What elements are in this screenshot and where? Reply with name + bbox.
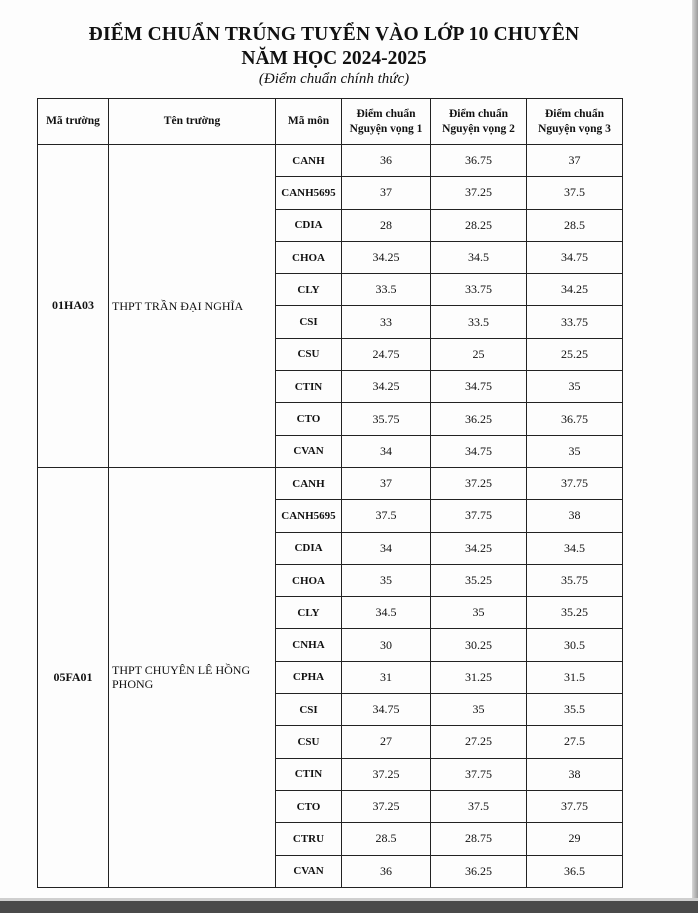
score-nv2: 33.75 xyxy=(431,274,527,306)
subject-code: CHOA xyxy=(276,241,342,273)
background-strip xyxy=(0,901,698,913)
document-school-year: NĂM HỌC 2024-2025 xyxy=(241,48,427,69)
score-nv1: 34.25 xyxy=(342,371,431,403)
score-nv2: 28.25 xyxy=(431,209,527,241)
score-nv1: 34 xyxy=(342,435,431,467)
score-nv3: 37 xyxy=(527,145,623,177)
subject-code: CSU xyxy=(276,726,342,758)
score-nv2: 25 xyxy=(431,338,527,370)
subject-code: CANH5695 xyxy=(276,177,342,209)
score-nv2: 27.25 xyxy=(431,726,527,758)
subject-code: CTRU xyxy=(276,823,342,855)
score-nv1: 34.75 xyxy=(342,694,431,726)
subject-code: CTO xyxy=(276,403,342,435)
school-name: THPT CHUYÊN LÊ HỒNG PHONG xyxy=(109,467,276,887)
subject-code: CLY xyxy=(276,274,342,306)
subject-code: CSI xyxy=(276,306,342,338)
table-body xyxy=(38,145,623,888)
score-nv3: 36.5 xyxy=(527,855,623,887)
score-nv2: 36.75 xyxy=(431,145,527,177)
score-nv3: 38 xyxy=(527,500,623,532)
score-nv2: 28.75 xyxy=(431,823,527,855)
header-nv3: Điểm chuẩn Nguyện vọng 3 xyxy=(527,99,623,145)
score-nv2: 36.25 xyxy=(431,855,527,887)
score-nv1: 36 xyxy=(342,145,431,177)
score-nv2: 35 xyxy=(431,694,527,726)
document-title: ĐIỂM CHUẨN TRÚNG TUYỂN VÀO LỚP 10 CHUYÊN xyxy=(88,24,580,45)
score-nv2: 35 xyxy=(431,597,527,629)
score-nv3: 34.25 xyxy=(527,274,623,306)
score-nv3: 38 xyxy=(527,758,623,790)
score-nv3: 37.75 xyxy=(527,467,623,499)
score-nv1: 34 xyxy=(342,532,431,564)
score-nv3: 31.5 xyxy=(527,661,623,693)
score-nv3: 37.75 xyxy=(527,790,623,822)
school-code: 01HA03 xyxy=(38,145,109,468)
score-nv1: 35.75 xyxy=(342,403,431,435)
subject-code: CVAN xyxy=(276,855,342,887)
score-nv3: 36.75 xyxy=(527,403,623,435)
subject-code: CSU xyxy=(276,338,342,370)
page-edge-shadow xyxy=(692,0,698,913)
subject-code: CDIA xyxy=(276,209,342,241)
score-nv2: 35.25 xyxy=(431,564,527,596)
header-subject-code: Mã môn xyxy=(276,99,342,145)
score-nv3: 35 xyxy=(527,435,623,467)
score-nv1: 28 xyxy=(342,209,431,241)
score-nv3: 35.25 xyxy=(527,597,623,629)
score-nv3: 34.5 xyxy=(527,532,623,564)
score-nv2: 30.25 xyxy=(431,629,527,661)
score-nv2: 34.25 xyxy=(431,532,527,564)
score-nv3: 35.5 xyxy=(527,694,623,726)
subject-code: CHOA xyxy=(276,564,342,596)
score-nv1: 33.5 xyxy=(342,274,431,306)
score-nv3: 25.25 xyxy=(527,338,623,370)
subject-code: CDIA xyxy=(276,532,342,564)
subject-code: CTO xyxy=(276,790,342,822)
score-nv1: 37.25 xyxy=(342,758,431,790)
subject-code: CANH xyxy=(276,145,342,177)
header-school-code: Mã trường xyxy=(38,99,109,145)
score-nv1: 33 xyxy=(342,306,431,338)
subject-code: CNHA xyxy=(276,629,342,661)
subject-code: CVAN xyxy=(276,435,342,467)
subject-code: CLY xyxy=(276,597,342,629)
subject-code: CPHA xyxy=(276,661,342,693)
score-nv1: 27 xyxy=(342,726,431,758)
score-nv2: 34.75 xyxy=(431,435,527,467)
subject-code: CTIN xyxy=(276,758,342,790)
score-nv3: 29 xyxy=(527,823,623,855)
score-nv1: 37.5 xyxy=(342,500,431,532)
score-nv1: 31 xyxy=(342,661,431,693)
score-nv2: 37.75 xyxy=(431,758,527,790)
subject-code: CSI xyxy=(276,694,342,726)
score-nv3: 28.5 xyxy=(527,209,623,241)
score-nv1: 34.25 xyxy=(342,241,431,273)
cutoff-score-table xyxy=(37,98,623,888)
header-nv2: Điểm chuẩn Nguyện vọng 2 xyxy=(431,99,527,145)
score-nv3: 27.5 xyxy=(527,726,623,758)
school-code: 05FA01 xyxy=(38,467,109,887)
score-nv1: 35 xyxy=(342,564,431,596)
score-nv2: 37.25 xyxy=(431,177,527,209)
score-nv1: 30 xyxy=(342,629,431,661)
score-nv1: 34.5 xyxy=(342,597,431,629)
score-nv1: 24.75 xyxy=(342,338,431,370)
score-nv1: 37 xyxy=(342,177,431,209)
score-nv2: 31.25 xyxy=(431,661,527,693)
score-nv3: 35 xyxy=(527,371,623,403)
subject-code: CTIN xyxy=(276,371,342,403)
table-row xyxy=(38,467,623,499)
score-nv3: 35.75 xyxy=(527,564,623,596)
score-nv2: 37.75 xyxy=(431,500,527,532)
score-nv3: 34.75 xyxy=(527,241,623,273)
score-nv1: 36 xyxy=(342,855,431,887)
subject-code: CANH xyxy=(276,467,342,499)
score-nv2: 36.25 xyxy=(431,403,527,435)
score-nv3: 33.75 xyxy=(527,306,623,338)
score-nv1: 37.25 xyxy=(342,790,431,822)
score-nv2: 37.5 xyxy=(431,790,527,822)
table-header-row xyxy=(38,99,623,145)
score-nv3: 37.5 xyxy=(527,177,623,209)
school-name: THPT TRẦN ĐẠI NGHĨA xyxy=(109,145,276,468)
score-nv2: 34.5 xyxy=(431,241,527,273)
score-nv2: 34.75 xyxy=(431,371,527,403)
subject-code: CANH5695 xyxy=(276,500,342,532)
score-nv1: 28.5 xyxy=(342,823,431,855)
score-nv2: 33.5 xyxy=(431,306,527,338)
document-subtitle: (Điểm chuẩn chính thức) xyxy=(258,71,410,87)
score-nv2: 37.25 xyxy=(431,467,527,499)
header-school-name: Tên trường xyxy=(109,99,276,145)
header-nv1: Điểm chuẩn Nguyện vọng 1 xyxy=(342,99,431,145)
score-nv3: 30.5 xyxy=(527,629,623,661)
score-nv1: 37 xyxy=(342,467,431,499)
table-row xyxy=(38,145,623,177)
